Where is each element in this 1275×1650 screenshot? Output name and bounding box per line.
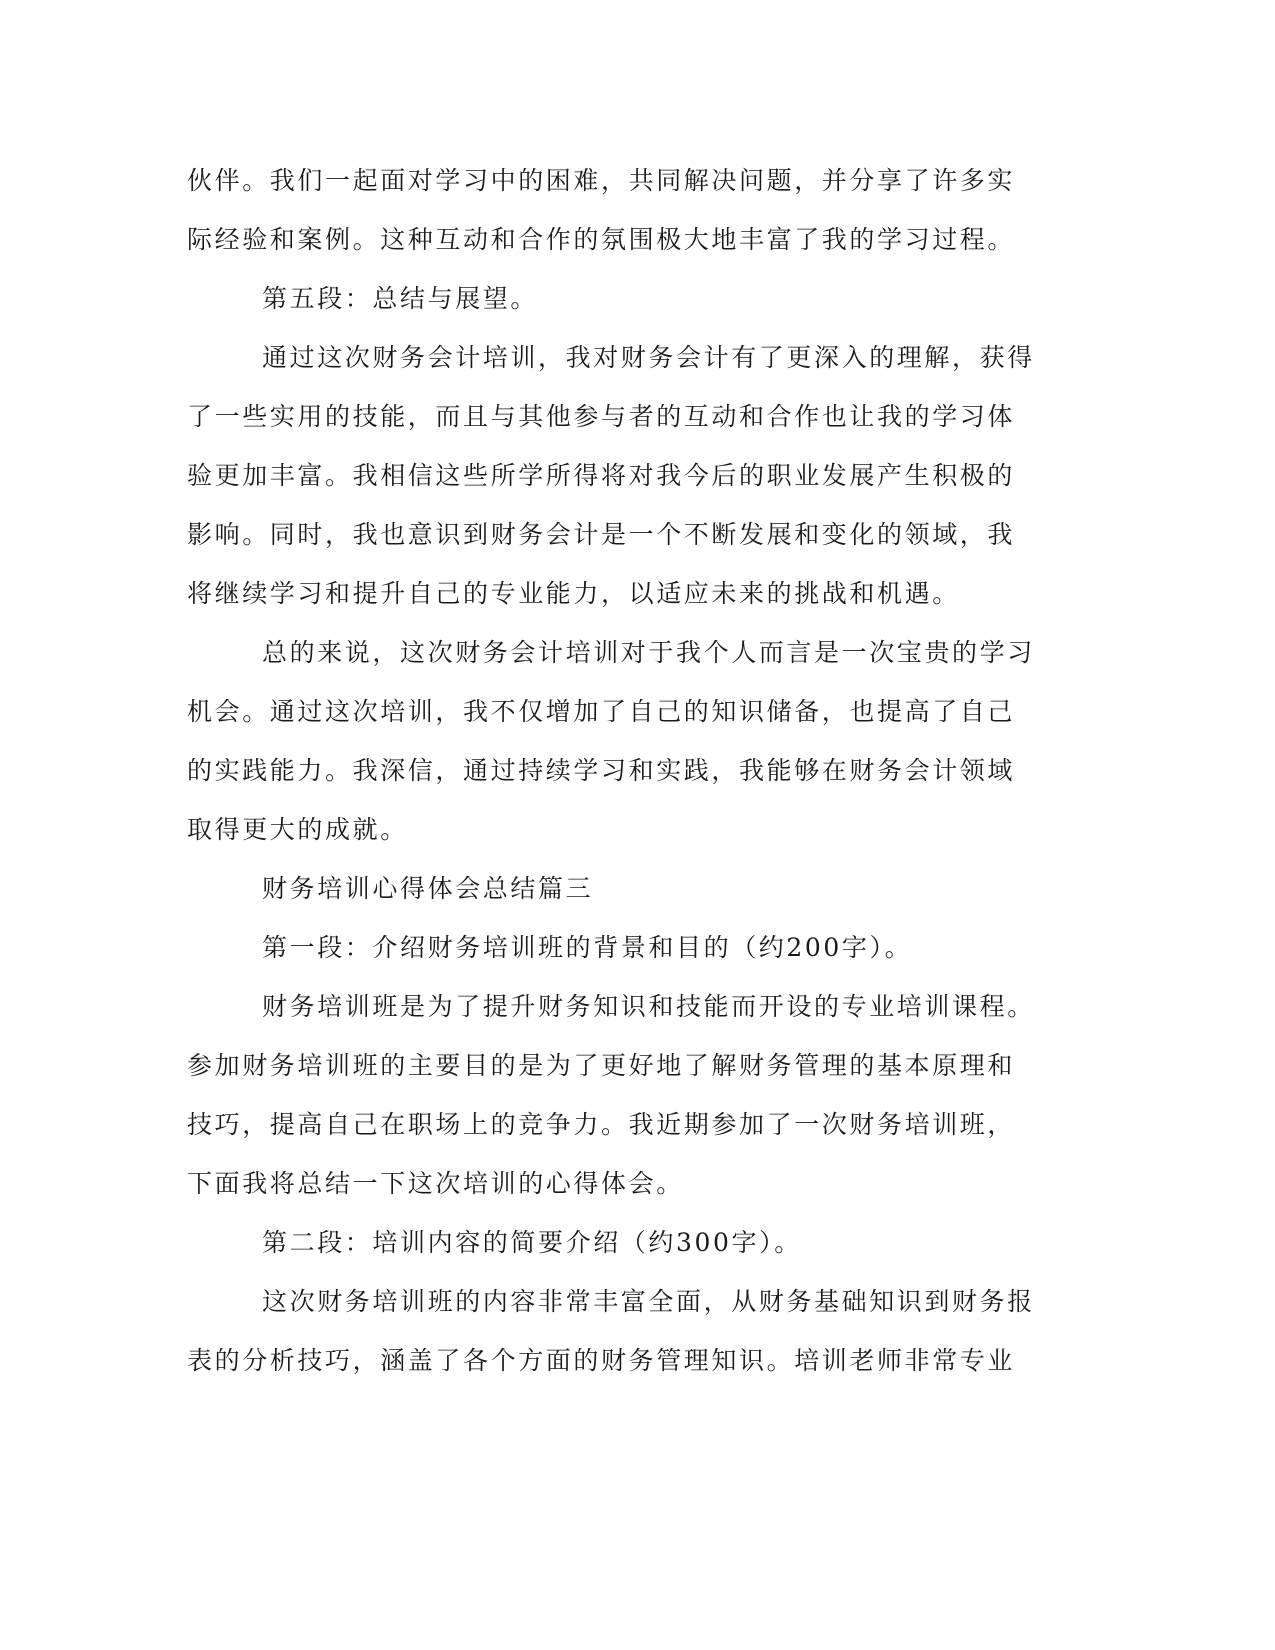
text-line: 表的分析技巧，涵盖了各个方面的财务管理知识。培训老师非常专业: [187, 1346, 1016, 1375]
text-line: 了一些实用的技能，而且与其他参与者的互动和合作也让我的学习体: [187, 402, 1016, 431]
text-line: 际经验和案例。这种互动和合作的氛围极大地丰富了我的学习过程。: [187, 225, 1016, 254]
section-heading: 第二段：培训内容的简要介绍（约300字）。: [262, 1228, 802, 1257]
text-line: 总的来说，这次财务会计培训对于我个人而言是一次宝贵的学习: [262, 638, 1035, 667]
text-line: 参加财务培训班的主要目的是为了更好地了解财务管理的基本原理和: [187, 1051, 1016, 1080]
text-line: 下面我将总结一下这次培训的心得体会。: [187, 1169, 684, 1198]
article-title: 财务培训心得体会总结篇三: [262, 874, 594, 903]
text-line: 验更加丰富。我相信这些所学所得将对我今后的职业发展产生积极的: [187, 461, 1016, 490]
text-line: 机会。通过这次培训，我不仅增加了自己的知识储备，也提高了自己: [187, 697, 1016, 726]
text-line: 这次财务培训班的内容非常丰富全面，从财务基础知识到财务报: [262, 1287, 1035, 1316]
text-line: 将继续学习和提升自己的专业能力，以适应未来的挑战和机遇。: [187, 579, 960, 608]
text-line: 伙伴。我们一起面对学习中的困难，共同解决问题，并分享了许多实: [187, 166, 1016, 195]
text-line: 影响。同时，我也意识到财务会计是一个不断发展和变化的领域，我: [187, 520, 1016, 549]
section-heading: 第一段：介绍财务培训班的背景和目的（约200字）。: [262, 933, 913, 962]
text-line: 的实践能力。我深信，通过持续学习和实践，我能够在财务会计领域: [187, 756, 1016, 785]
text-line: 通过这次财务会计培训，我对财务会计有了更深入的理解，获得: [262, 343, 1035, 372]
text-line: 技巧，提高自己在职场上的竞争力。我近期参加了一次财务培训班，: [187, 1110, 1016, 1139]
text-line: 财务培训班是为了提升财务知识和技能而开设的专业培训课程。: [262, 992, 1035, 1021]
section-heading: 第五段：总结与展望。: [262, 284, 539, 313]
text-line: 取得更大的成就。: [187, 815, 408, 844]
